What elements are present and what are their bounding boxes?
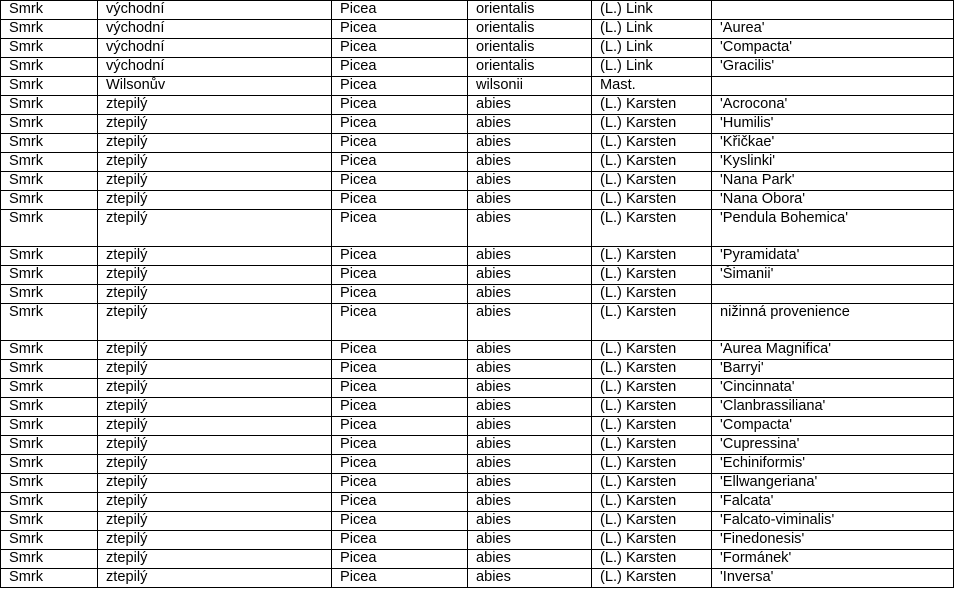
author-cell: (L.) Karsten — [592, 210, 712, 247]
cultivar-cell: 'Falcato-viminalis' — [712, 512, 954, 531]
cultivar-cell: nižinná provenience — [712, 304, 954, 341]
species-lat-cell: abies — [468, 266, 592, 285]
species-lat-cell: abies — [468, 115, 592, 134]
genus-cz-cell: Smrk — [1, 531, 98, 550]
genus-lat-cell: Picea — [332, 191, 468, 210]
species-lat-cell: abies — [468, 247, 592, 266]
table-row — [1, 304, 954, 341]
species-lat-cell: abies — [468, 379, 592, 398]
author-cell: (L.) Karsten — [592, 360, 712, 379]
table-row — [1, 191, 954, 210]
species-lat-cell: abies — [468, 153, 592, 172]
cultivar-cell: 'Aurea' — [712, 20, 954, 39]
author-cell: (L.) Karsten — [592, 550, 712, 569]
species-lat-cell: orientalis — [468, 58, 592, 77]
table-row — [1, 266, 954, 285]
species-cz-cell: ztepilý — [98, 398, 332, 417]
genus-cz-cell: Smrk — [1, 304, 98, 341]
genus-cz-cell: Smrk — [1, 115, 98, 134]
author-cell: (L.) Link — [592, 58, 712, 77]
table-row — [1, 474, 954, 493]
table-row — [1, 172, 954, 191]
species-cz-cell: ztepilý — [98, 304, 332, 341]
genus-lat-cell: Picea — [332, 210, 468, 247]
genus-lat-cell: Picea — [332, 39, 468, 58]
genus-lat-cell: Picea — [332, 134, 468, 153]
species-lat-cell: abies — [468, 172, 592, 191]
species-lat-cell: abies — [468, 191, 592, 210]
table-row — [1, 134, 954, 153]
genus-lat-cell: Picea — [332, 474, 468, 493]
author-cell: (L.) Link — [592, 1, 712, 20]
author-cell: (L.) Karsten — [592, 474, 712, 493]
genus-cz-cell: Smrk — [1, 96, 98, 115]
genus-lat-cell: Picea — [332, 58, 468, 77]
species-lat-cell: abies — [468, 436, 592, 455]
author-cell: (L.) Karsten — [592, 191, 712, 210]
species-lat-cell: abies — [468, 398, 592, 417]
table-row — [1, 1, 954, 20]
cultivar-cell: 'Pendula Bohemica' — [712, 210, 954, 247]
species-cz-cell: ztepilý — [98, 266, 332, 285]
cultivar-cell: 'Šimanii' — [712, 266, 954, 285]
species-cz-cell: ztepilý — [98, 474, 332, 493]
species-lat-cell: abies — [468, 417, 592, 436]
species-cz-cell: ztepilý — [98, 210, 332, 247]
table-row — [1, 96, 954, 115]
cultivar-cell: 'Acrocona' — [712, 96, 954, 115]
genus-lat-cell: Picea — [332, 304, 468, 341]
species-lat-cell: abies — [468, 360, 592, 379]
genus-cz-cell: Smrk — [1, 417, 98, 436]
species-lat-cell: abies — [468, 134, 592, 153]
species-lat-cell: abies — [468, 550, 592, 569]
genus-lat-cell: Picea — [332, 77, 468, 96]
genus-lat-cell: Picea — [332, 512, 468, 531]
species-cz-cell: ztepilý — [98, 455, 332, 474]
species-cz-cell: východní — [98, 1, 332, 20]
species-cz-cell: ztepilý — [98, 153, 332, 172]
author-cell: (L.) Karsten — [592, 417, 712, 436]
species-lat-cell: orientalis — [468, 39, 592, 58]
genus-cz-cell: Smrk — [1, 379, 98, 398]
species-cz-cell: ztepilý — [98, 134, 332, 153]
species-cz-cell: východní — [98, 20, 332, 39]
author-cell: (L.) Karsten — [592, 398, 712, 417]
species-lat-cell: abies — [468, 531, 592, 550]
genus-cz-cell: Smrk — [1, 1, 98, 20]
genus-lat-cell: Picea — [332, 285, 468, 304]
table-row — [1, 436, 954, 455]
table-row — [1, 360, 954, 379]
genus-cz-cell: Smrk — [1, 210, 98, 247]
genus-lat-cell: Picea — [332, 341, 468, 360]
author-cell: (L.) Karsten — [592, 379, 712, 398]
genus-lat-cell: Picea — [332, 550, 468, 569]
species-cz-cell: ztepilý — [98, 512, 332, 531]
genus-lat-cell: Picea — [332, 115, 468, 134]
species-cz-cell: ztepilý — [98, 341, 332, 360]
author-cell: (L.) Karsten — [592, 96, 712, 115]
genus-lat-cell: Picea — [332, 20, 468, 39]
genus-cz-cell: Smrk — [1, 285, 98, 304]
table-row — [1, 569, 954, 588]
genus-lat-cell: Picea — [332, 247, 468, 266]
cultivar-cell — [712, 285, 954, 304]
author-cell: (L.) Karsten — [592, 569, 712, 588]
species-cz-cell: ztepilý — [98, 247, 332, 266]
species-lat-cell: abies — [468, 341, 592, 360]
genus-lat-cell: Picea — [332, 436, 468, 455]
table-row — [1, 550, 954, 569]
table-row — [1, 153, 954, 172]
author-cell: (L.) Karsten — [592, 172, 712, 191]
species-lat-cell: abies — [468, 474, 592, 493]
species-cz-cell: ztepilý — [98, 436, 332, 455]
genus-cz-cell: Smrk — [1, 20, 98, 39]
species-cz-cell: ztepilý — [98, 550, 332, 569]
author-cell: (L.) Karsten — [592, 304, 712, 341]
table-row — [1, 210, 954, 247]
genus-lat-cell: Picea — [332, 417, 468, 436]
author-cell: (L.) Karsten — [592, 493, 712, 512]
species-lat-cell: orientalis — [468, 20, 592, 39]
cultivar-cell: 'Compacta' — [712, 39, 954, 58]
species-cz-cell: ztepilý — [98, 531, 332, 550]
genus-cz-cell: Smrk — [1, 58, 98, 77]
cultivar-cell: 'Falcata' — [712, 493, 954, 512]
species-cz-cell: ztepilý — [98, 96, 332, 115]
genus-cz-cell: Smrk — [1, 153, 98, 172]
author-cell: (L.) Karsten — [592, 266, 712, 285]
author-cell: (L.) Karsten — [592, 512, 712, 531]
genus-cz-cell: Smrk — [1, 360, 98, 379]
table-row — [1, 77, 954, 96]
table-row — [1, 417, 954, 436]
cultivar-cell: 'Ellwangeriana' — [712, 474, 954, 493]
cultivar-cell — [712, 77, 954, 96]
species-lat-cell: abies — [468, 285, 592, 304]
species-lat-cell: abies — [468, 96, 592, 115]
cultivar-cell: 'Aurea Magnifica' — [712, 341, 954, 360]
genus-cz-cell: Smrk — [1, 569, 98, 588]
genus-cz-cell: Smrk — [1, 398, 98, 417]
genus-lat-cell: Picea — [332, 96, 468, 115]
species-lat-cell: abies — [468, 493, 592, 512]
author-cell: (L.) Karsten — [592, 285, 712, 304]
genus-cz-cell: Smrk — [1, 341, 98, 360]
species-cz-cell: ztepilý — [98, 360, 332, 379]
author-cell: (L.) Karsten — [592, 341, 712, 360]
species-cz-cell: Wilsonův — [98, 77, 332, 96]
species-lat-cell: abies — [468, 455, 592, 474]
table-row — [1, 455, 954, 474]
author-cell: (L.) Link — [592, 20, 712, 39]
genus-lat-cell: Picea — [332, 1, 468, 20]
author-cell: (L.) Karsten — [592, 531, 712, 550]
genus-lat-cell: Picea — [332, 360, 468, 379]
species-lat-cell: wilsonii — [468, 77, 592, 96]
author-cell: (L.) Karsten — [592, 153, 712, 172]
table-row — [1, 531, 954, 550]
species-cz-cell: ztepilý — [98, 172, 332, 191]
genus-cz-cell: Smrk — [1, 512, 98, 531]
cultivar-cell: 'Nana Park' — [712, 172, 954, 191]
table-row — [1, 398, 954, 417]
table-row — [1, 341, 954, 360]
cultivar-cell — [712, 1, 954, 20]
genus-lat-cell: Picea — [332, 153, 468, 172]
genus-cz-cell: Smrk — [1, 172, 98, 191]
species-cz-cell: ztepilý — [98, 493, 332, 512]
table-row — [1, 39, 954, 58]
genus-cz-cell: Smrk — [1, 266, 98, 285]
table-row — [1, 379, 954, 398]
genus-cz-cell: Smrk — [1, 39, 98, 58]
species-lat-cell: abies — [468, 512, 592, 531]
genus-lat-cell: Picea — [332, 379, 468, 398]
table-row — [1, 20, 954, 39]
species-cz-cell: ztepilý — [98, 417, 332, 436]
table-row — [1, 58, 954, 77]
table-row — [1, 493, 954, 512]
author-cell: (L.) Karsten — [592, 115, 712, 134]
cultivar-cell: 'Kyslinki' — [712, 153, 954, 172]
species-lat-cell: abies — [468, 210, 592, 247]
cultivar-cell: 'Humilis' — [712, 115, 954, 134]
species-cz-cell: ztepilý — [98, 191, 332, 210]
cultivar-cell: 'Inversa' — [712, 569, 954, 588]
author-cell: (L.) Link — [592, 39, 712, 58]
genus-lat-cell: Picea — [332, 455, 468, 474]
species-cz-cell: ztepilý — [98, 379, 332, 398]
cultivar-cell: 'Křičkae' — [712, 134, 954, 153]
genus-cz-cell: Smrk — [1, 134, 98, 153]
genus-lat-cell: Picea — [332, 569, 468, 588]
species-table-body — [1, 1, 954, 588]
cultivar-cell: 'Barryi' — [712, 360, 954, 379]
genus-cz-cell: Smrk — [1, 550, 98, 569]
species-cz-cell: ztepilý — [98, 569, 332, 588]
table-row — [1, 247, 954, 266]
species-lat-cell: orientalis — [468, 1, 592, 20]
table-row — [1, 512, 954, 531]
species-lat-cell: abies — [468, 304, 592, 341]
cultivar-cell: 'Pyramidata' — [712, 247, 954, 266]
genus-cz-cell: Smrk — [1, 77, 98, 96]
table-row — [1, 115, 954, 134]
author-cell: (L.) Karsten — [592, 455, 712, 474]
genus-lat-cell: Picea — [332, 172, 468, 191]
genus-lat-cell: Picea — [332, 266, 468, 285]
genus-cz-cell: Smrk — [1, 455, 98, 474]
species-cz-cell: východní — [98, 39, 332, 58]
cultivar-cell: 'Gracilis' — [712, 58, 954, 77]
author-cell: Mast. — [592, 77, 712, 96]
genus-cz-cell: Smrk — [1, 247, 98, 266]
table-row — [1, 285, 954, 304]
species-cz-cell: ztepilý — [98, 115, 332, 134]
species-lat-cell: abies — [468, 569, 592, 588]
cultivar-cell: 'Formánek' — [712, 550, 954, 569]
author-cell: (L.) Karsten — [592, 134, 712, 153]
genus-lat-cell: Picea — [332, 398, 468, 417]
genus-lat-cell: Picea — [332, 493, 468, 512]
cultivar-cell: 'Cupressina' — [712, 436, 954, 455]
cultivar-cell: 'Compacta' — [712, 417, 954, 436]
cultivar-cell: 'Nana Obora' — [712, 191, 954, 210]
genus-lat-cell: Picea — [332, 531, 468, 550]
cultivar-cell: 'Echiniformis' — [712, 455, 954, 474]
cultivar-cell: 'Cincinnata' — [712, 379, 954, 398]
cultivar-cell: 'Clanbrassiliana' — [712, 398, 954, 417]
author-cell: (L.) Karsten — [592, 436, 712, 455]
genus-cz-cell: Smrk — [1, 493, 98, 512]
genus-cz-cell: Smrk — [1, 474, 98, 493]
species-cz-cell: ztepilý — [98, 285, 332, 304]
genus-cz-cell: Smrk — [1, 191, 98, 210]
cultivar-cell: 'Finedonesis' — [712, 531, 954, 550]
author-cell: (L.) Karsten — [592, 247, 712, 266]
genus-cz-cell: Smrk — [1, 436, 98, 455]
species-cz-cell: východní — [98, 58, 332, 77]
